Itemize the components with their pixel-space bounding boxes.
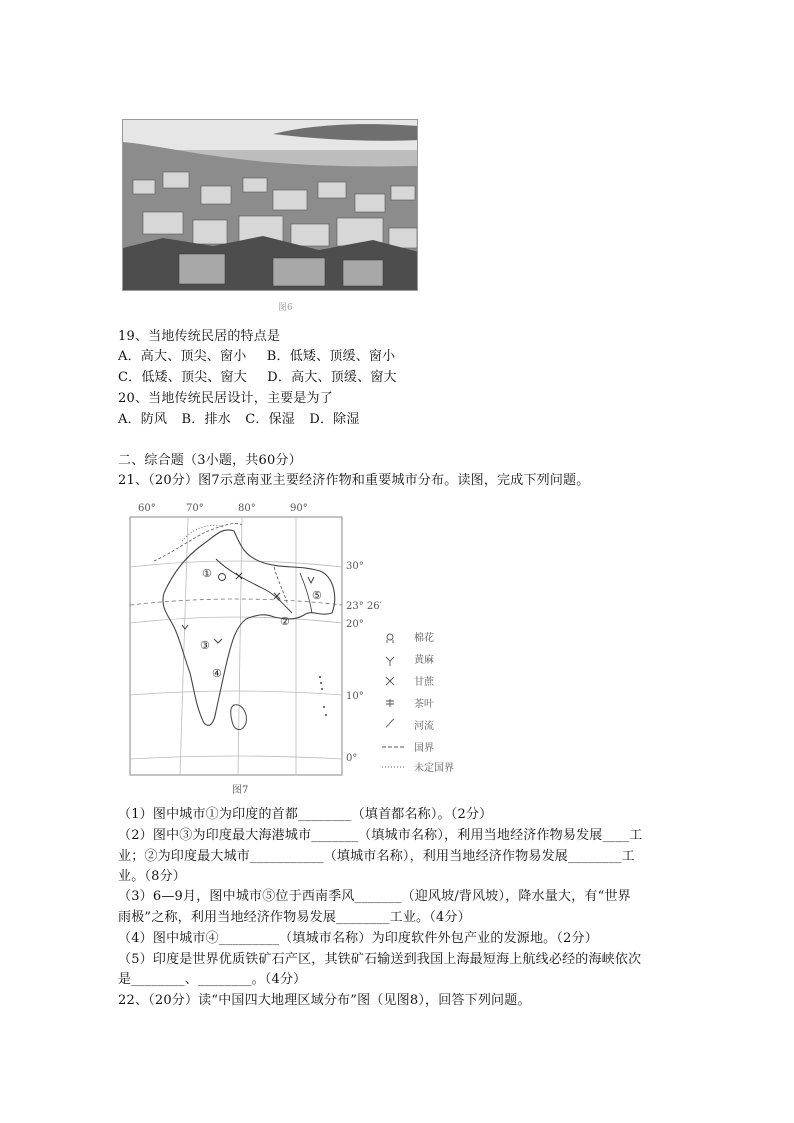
city-marker-2: ② <box>280 615 290 628</box>
jute-icon <box>386 657 394 666</box>
q21-part-1: （1）图中城市①为印度的首都________（填首都名称）。（2分） <box>118 807 493 822</box>
q21-part-5-line-2: 是________、________。（4分） <box>118 972 307 987</box>
q20-option-d[interactable]: D．除湿 <box>309 412 360 427</box>
coastal-town-photo <box>122 119 418 291</box>
q21-part-3-line-2: 雨极”之称，利用当地经济作物易发展________工业。（4分） <box>118 910 471 925</box>
lat-label-tropic: 23° 26′ <box>346 601 382 612</box>
q19-option-d[interactable]: D．高大、顶缓、窗大 <box>267 370 397 385</box>
south-asia-map <box>124 497 486 801</box>
cotton-icon <box>387 634 393 643</box>
city-marker-3: ③ <box>200 639 210 652</box>
lat-label-0: 0° <box>346 753 358 764</box>
legend-label-river: 河流 <box>414 721 434 732</box>
lat-label-30: 30° <box>346 561 364 572</box>
q20-stem: 20、当地传统民居设计，主要是为了 <box>118 391 333 406</box>
q21-stem: 21、（20分）图7示意南亚主要经济作物和重要城市分布。读图，完成下列问题。 <box>118 473 590 488</box>
lat-label-10: 10° <box>346 691 364 702</box>
q20-option-c[interactable]: C．保湿 <box>245 412 295 427</box>
legend-label-border: 国界 <box>414 743 434 754</box>
map-caption: 图7 <box>232 785 249 796</box>
lon-label-80: 80° <box>238 503 256 514</box>
south-asia-map-figure <box>124 497 486 801</box>
q19-stem: 19、当地传统民居的特点是 <box>118 329 281 344</box>
lat-label-20: 20° <box>346 619 364 630</box>
q21-part-3-line-1: （3）6—9月，图中城市⑤位于西南季风_______（迎风坡/背风坡），降水量大，有“世界 <box>118 889 631 904</box>
legend-label-tea: 茶叶 <box>414 699 434 710</box>
photo-illustration <box>123 120 418 291</box>
city-marker-4: ④ <box>212 667 222 680</box>
sugarcane-icon <box>386 677 394 685</box>
tea-icon <box>386 699 394 707</box>
city-marker-1: ① <box>202 567 212 580</box>
legend-label-jute: 黄麻 <box>414 655 434 666</box>
section-2-title: 二、综合题（3小题，共60分） <box>118 453 302 468</box>
q20-options-row <box>118 410 376 430</box>
q22-stem: 22、（20分）读“中国四大地理区域分布”图（见图8），回答下列问题。 <box>118 993 531 1008</box>
photo-caption: 图6 <box>278 303 293 313</box>
lon-label-60: 60° <box>138 503 156 514</box>
q19-options-row-1 <box>118 347 411 367</box>
city-marker-5: ⑤ <box>312 589 322 602</box>
q21-part-2-line-3: 业。（8分） <box>118 869 186 884</box>
q21-part-4: （4）图中城市④_________（填城市名称）为印度软件外包产业的发源地。（2分） <box>118 931 598 946</box>
river-icon <box>386 719 394 727</box>
q19-options-row-2 <box>118 368 413 388</box>
q21-part-2-line-2: 业；②为印度最大城市___________（填城市名称），利用当地经济作物易发展________工 <box>118 849 635 864</box>
q21-part-5-line-1: （5）印度是世界优质铁矿石产区，其铁矿石输送到我国上海最短海上航线必经的海峡依次 <box>118 952 642 967</box>
q19-option-a[interactable]: A．高大、顶尖、窗小 <box>118 349 247 364</box>
q19-option-c[interactable]: C．低矮、顶尖、窗大 <box>118 370 247 385</box>
q20-option-b[interactable]: B．排水 <box>181 412 231 427</box>
q20-option-a[interactable]: A．防风 <box>118 412 168 427</box>
lon-label-90: 90° <box>290 503 308 514</box>
lon-label-70: 70° <box>186 503 204 514</box>
q21-part-2-line-1: （2）图中③为印度最大海港城市_______（填城市名称），利用当地经济作物易发展____工 <box>118 828 643 843</box>
q19-option-b[interactable]: B．低矮、顶缓、窗小 <box>266 349 396 364</box>
legend-label-undefined-border: 未定国界 <box>414 763 454 774</box>
legend-label-cotton: 棉花 <box>414 633 434 644</box>
legend-label-sugarcane: 甘蔗 <box>414 677 434 688</box>
